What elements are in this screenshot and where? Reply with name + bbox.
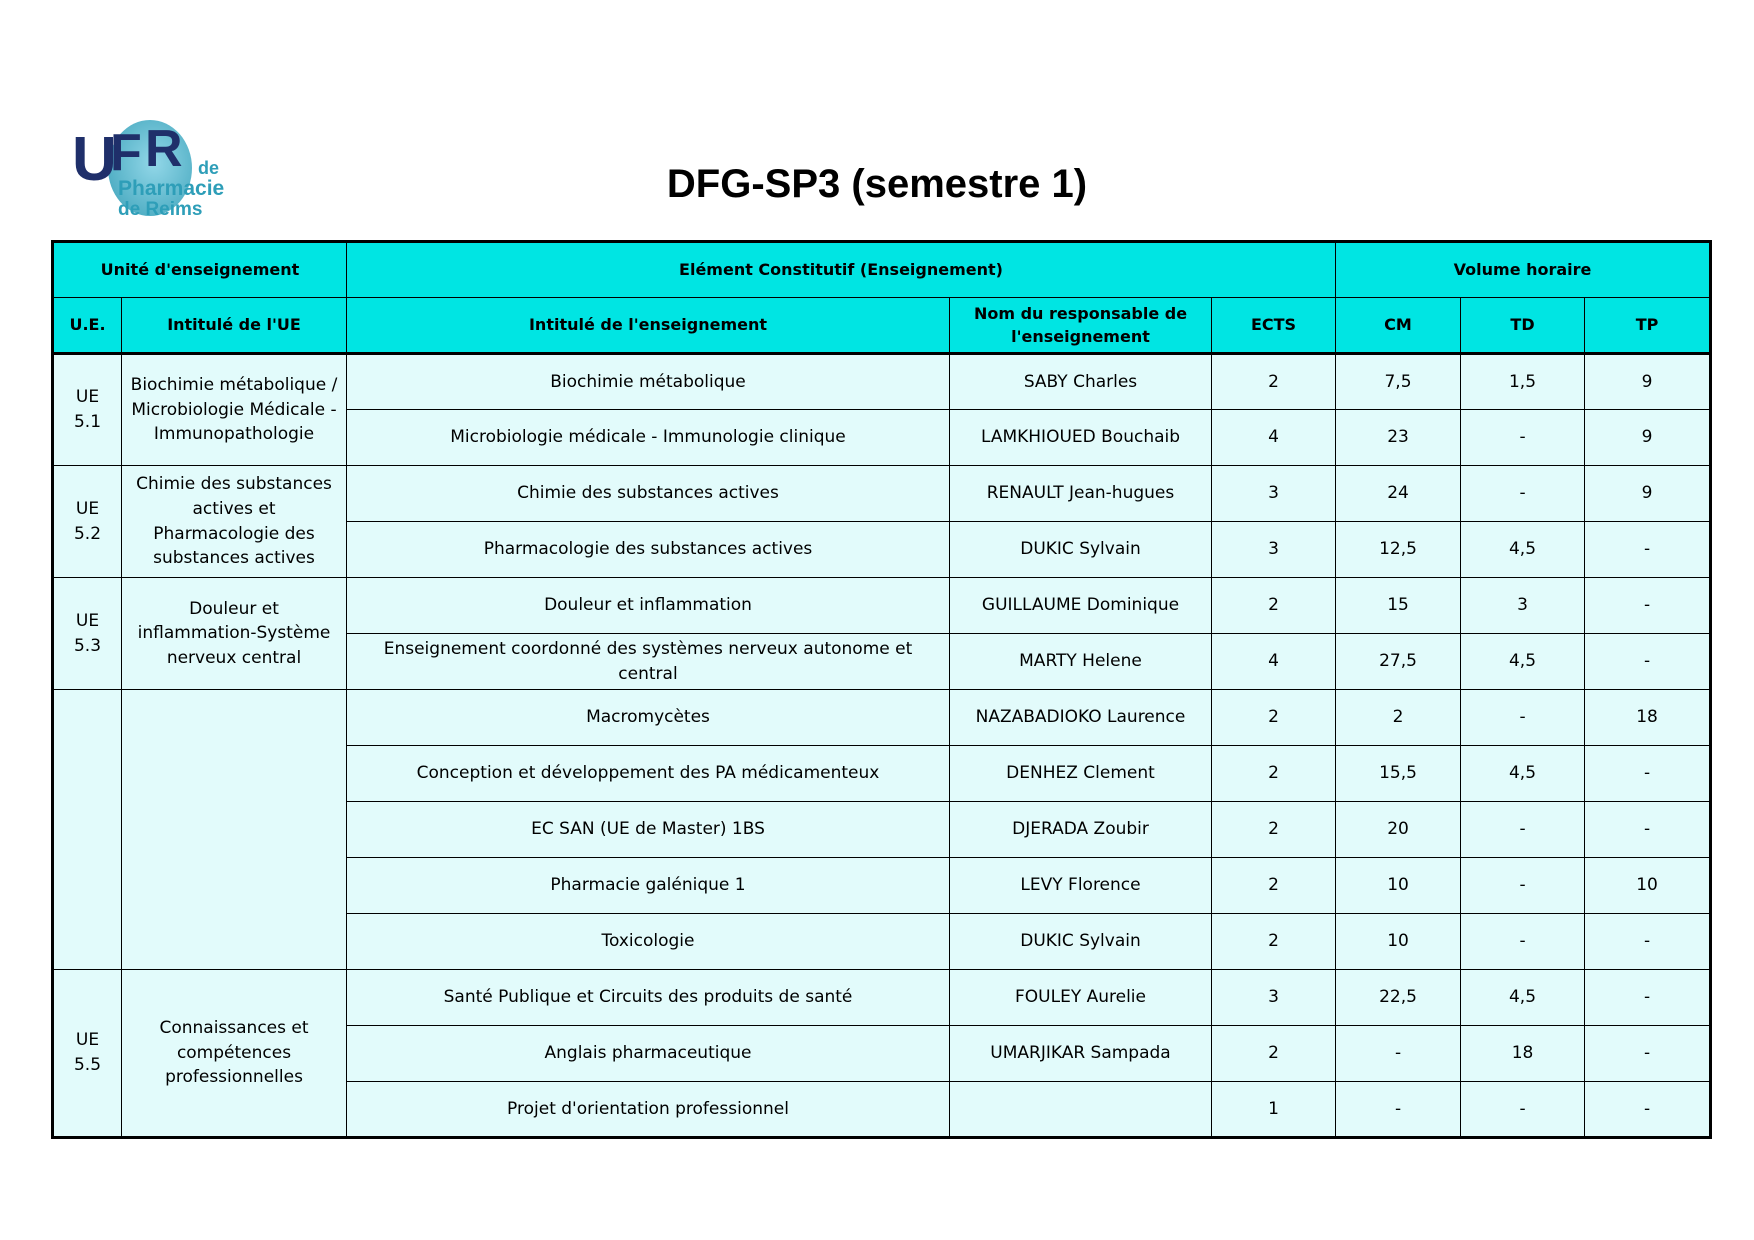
col-header-cm: CM [1336, 298, 1461, 354]
course-cell: Santé Publique et Circuits des produits de santé [347, 970, 950, 1026]
teacher-cell: DENHEZ Clement [950, 746, 1212, 802]
tp-cell: 9 [1585, 354, 1711, 410]
ects-cell: 2 [1212, 354, 1336, 410]
td-cell: 4,5 [1461, 522, 1585, 578]
ue-title-cell: Douleur et inflammation-Système nerveux central [122, 578, 347, 690]
cm-cell: 23 [1336, 410, 1461, 466]
td-cell: 18 [1461, 1026, 1585, 1082]
tp-cell: 9 [1585, 466, 1711, 522]
course-cell: Conception et développement des PA médicamenteux [347, 746, 950, 802]
cm-cell: - [1336, 1082, 1461, 1138]
group-header-row [53, 242, 1711, 298]
col-header-ue: U.E. [53, 298, 122, 354]
tp-cell: - [1585, 634, 1711, 690]
ects-cell: 3 [1212, 522, 1336, 578]
ects-cell: 3 [1212, 466, 1336, 522]
table-row [53, 466, 1711, 522]
col-header-responsable: Nom du responsable de l'enseignement [950, 298, 1212, 354]
ue-title-cell: Connaissances et compétences professionnelles [122, 970, 347, 1138]
ue-title-cell: Biochimie métabolique / Microbiologie Médicale - Immunopathologie [122, 354, 347, 466]
ects-cell: 2 [1212, 802, 1336, 858]
header-element-constitutif: Elément Constitutif (Enseignement) [347, 242, 1336, 298]
teacher-cell [950, 1082, 1212, 1138]
teacher-cell: FOULEY Aurelie [950, 970, 1212, 1026]
cm-cell: 15,5 [1336, 746, 1461, 802]
page-title: DFG-SP3 (semestre 1) [666, 162, 1088, 206]
course-cell: Enseignement coordonné des systèmes nerveux autonome et central [347, 634, 950, 690]
cm-cell: 15 [1336, 578, 1461, 634]
teacher-cell: LAMKHIOUED Bouchaib [950, 410, 1212, 466]
cm-cell: 10 [1336, 914, 1461, 970]
ue-code-cell [53, 690, 122, 970]
course-cell: Pharmacologie des substances actives [347, 522, 950, 578]
logo-text-reims: de Reims [118, 199, 203, 220]
col-header-td: TD [1461, 298, 1585, 354]
tp-cell: - [1585, 802, 1711, 858]
logo-letter-u: U [72, 125, 117, 194]
cm-cell: 20 [1336, 802, 1461, 858]
td-cell: 4,5 [1461, 970, 1585, 1026]
cm-cell: 2 [1336, 690, 1461, 746]
ue-title-cell: Chimie des substances actives et Pharmacologie des substances actives [122, 466, 347, 578]
course-cell: Projet d'orientation professionnel [347, 1082, 950, 1138]
logo-letter-f: F [110, 124, 142, 182]
ects-cell: 2 [1212, 1026, 1336, 1082]
teacher-cell: DUKIC Sylvain [950, 914, 1212, 970]
tp-cell: 9 [1585, 410, 1711, 466]
tp-cell: - [1585, 1082, 1711, 1138]
logo-text-de: de [198, 158, 220, 178]
logo-text-pharmacie: Pharmacie [118, 177, 225, 200]
ects-cell: 2 [1212, 690, 1336, 746]
td-cell: - [1461, 802, 1585, 858]
tp-cell: - [1585, 522, 1711, 578]
tp-cell: - [1585, 746, 1711, 802]
tp-cell: 18 [1585, 690, 1711, 746]
course-cell: Douleur et inflammation [347, 578, 950, 634]
teacher-cell: MARTY Helene [950, 634, 1212, 690]
ects-cell: 3 [1212, 970, 1336, 1026]
course-cell: EC SAN (UE de Master) 1BS [347, 802, 950, 858]
ects-cell: 2 [1212, 914, 1336, 970]
header-volume-horaire: Volume horaire [1336, 242, 1711, 298]
course-cell: Anglais pharmaceutique [347, 1026, 950, 1082]
cm-cell: 7,5 [1336, 354, 1461, 410]
ects-cell: 1 [1212, 1082, 1336, 1138]
table-row [53, 354, 1711, 410]
col-header-tp: TP [1585, 298, 1711, 354]
course-cell: Macromycètes [347, 690, 950, 746]
td-cell: - [1461, 466, 1585, 522]
td-cell: - [1461, 1082, 1585, 1138]
teacher-cell: GUILLAUME Dominique [950, 578, 1212, 634]
teacher-cell: SABY Charles [950, 354, 1212, 410]
tp-cell: - [1585, 914, 1711, 970]
teacher-cell: UMARJIKAR Sampada [950, 1026, 1212, 1082]
td-cell: - [1461, 858, 1585, 914]
col-header-intitule-enseignement: Intitulé de l'enseignement [347, 298, 950, 354]
course-cell: Chimie des substances actives [347, 466, 950, 522]
cm-cell: - [1336, 1026, 1461, 1082]
ue-code-cell: UE 5.2 [53, 466, 122, 578]
cm-cell: 27,5 [1336, 634, 1461, 690]
cm-cell: 24 [1336, 466, 1461, 522]
ects-cell: 2 [1212, 578, 1336, 634]
td-cell: - [1461, 690, 1585, 746]
td-cell: 3 [1461, 578, 1585, 634]
ects-cell: 4 [1212, 410, 1336, 466]
ects-cell: 4 [1212, 634, 1336, 690]
cm-cell: 10 [1336, 858, 1461, 914]
col-header-intitule-ue: Intitulé de l'UE [122, 298, 347, 354]
course-table [51, 240, 1712, 1139]
ue-title-cell [122, 690, 347, 970]
course-cell: Toxicologie [347, 914, 950, 970]
ue-code-cell: UE 5.1 [53, 354, 122, 466]
tp-cell: - [1585, 578, 1711, 634]
cm-cell: 12,5 [1336, 522, 1461, 578]
ue-code-cell: UE 5.5 [53, 970, 122, 1138]
tp-cell: - [1585, 970, 1711, 1026]
column-header-row [53, 298, 1711, 354]
logo-letter-r: R [145, 120, 183, 178]
td-cell: 4,5 [1461, 746, 1585, 802]
td-cell: - [1461, 410, 1585, 466]
teacher-cell: DJERADA Zoubir [950, 802, 1212, 858]
course-cell: Microbiologie médicale - Immunologie clinique [347, 410, 950, 466]
course-cell: Biochimie métabolique [347, 354, 950, 410]
table-row [53, 970, 1711, 1026]
table-row [53, 578, 1711, 634]
course-cell: Pharmacie galénique 1 [347, 858, 950, 914]
header-unite-enseignement: Unité d'enseignement [53, 242, 347, 298]
teacher-cell: RENAULT Jean-hugues [950, 466, 1212, 522]
teacher-cell: DUKIC Sylvain [950, 522, 1212, 578]
td-cell: 1,5 [1461, 354, 1585, 410]
cm-cell: 22,5 [1336, 970, 1461, 1026]
tp-cell: - [1585, 1026, 1711, 1082]
table-row [53, 690, 1711, 746]
col-header-ects: ECTS [1212, 298, 1336, 354]
teacher-cell: NAZABADIOKO Laurence [950, 690, 1212, 746]
ue-code-cell: UE 5.3 [53, 578, 122, 690]
td-cell: - [1461, 914, 1585, 970]
table-body [53, 354, 1711, 1138]
td-cell: 4,5 [1461, 634, 1585, 690]
teacher-cell: LEVY Florence [950, 858, 1212, 914]
tp-cell: 10 [1585, 858, 1711, 914]
ects-cell: 2 [1212, 858, 1336, 914]
ects-cell: 2 [1212, 746, 1336, 802]
